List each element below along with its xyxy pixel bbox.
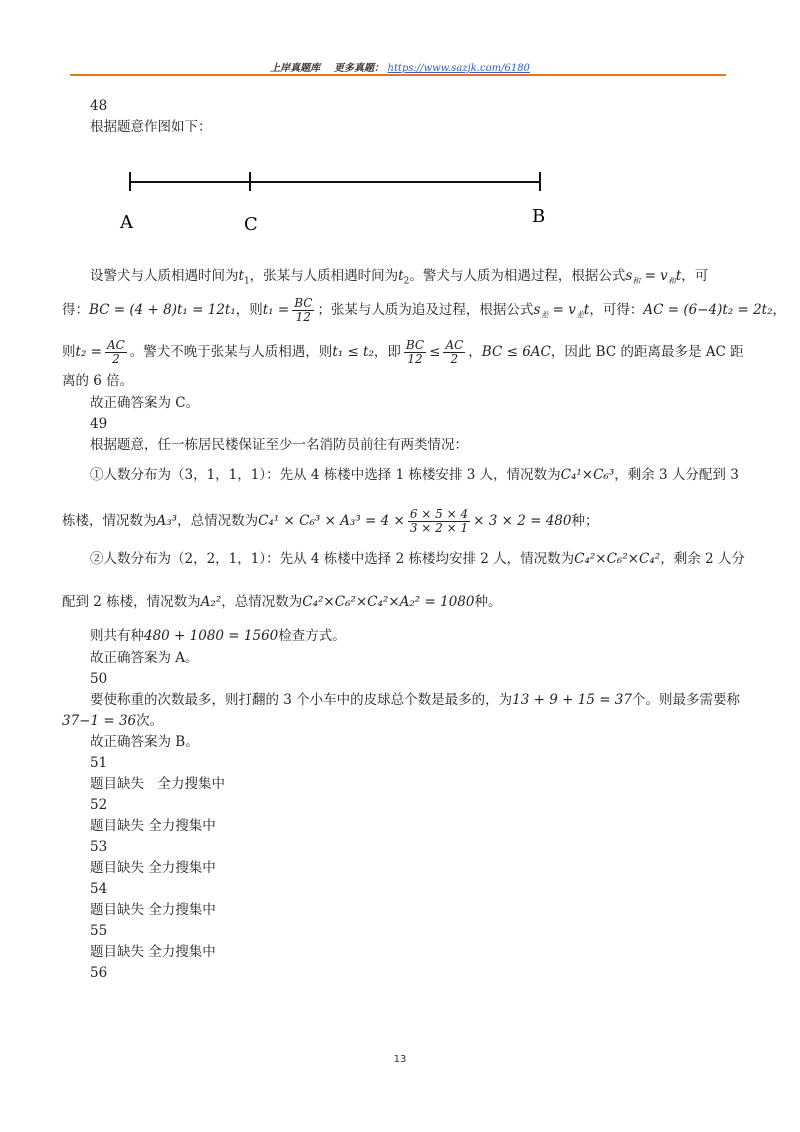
q54-text: 题目缺失 全力搜集中	[90, 902, 216, 918]
text: 则共有种	[90, 628, 144, 644]
page-header	[0, 59, 800, 74]
q49-intro: 根据题意，任一栋居民楼保证至少一名消防员前往有两类情况：	[90, 437, 468, 453]
formula-total1b: × 3 × 2 = 480	[473, 513, 572, 529]
text: ，剩余 3 人分配到 3	[614, 467, 739, 483]
q53-number: 53	[90, 839, 108, 855]
text: 次。	[136, 713, 164, 729]
text: 。警犬与人质为相遇过程，根据公式	[409, 268, 626, 284]
q48-para-line2: 得：BC = (4 + 8)t₁ = 12t₁，则t₁ = $\frac{BC}{12}$ ；张某与人质为追及过程，根据公式$s_差 = v_差t$，可得：AC = (6−4)t₂ = 2t₂，	[62, 296, 786, 324]
formula-sum: 480 + 1080 = 1560	[144, 628, 279, 644]
q49-number: 49	[90, 416, 108, 432]
q56-number: 56	[90, 965, 108, 981]
q48-para-line4: 离的 6 倍。	[62, 373, 134, 389]
text: 得：	[62, 302, 89, 318]
q52-number: 52	[90, 797, 108, 813]
frac-bc-12: $\frac{BC}{12}$	[294, 296, 313, 324]
q55-text: 题目缺失 全力搜集中	[90, 944, 216, 960]
q50-number: 50	[90, 671, 108, 687]
q53-text: 题目缺失 全力搜集中	[90, 860, 216, 876]
text: ①人数分布为（3，1，1，1）：先从 4 栋楼中选择 1 栋楼安排 3 人，情况数为	[90, 467, 561, 483]
text: 则	[62, 344, 76, 360]
q49-total	[90, 628, 346, 644]
text: ，可	[681, 268, 709, 284]
q48-para-line3: 则t₂ = $\frac{AC}{2}$ 。警犬不晚于张某与人质相遇，则t₁ ≤ t₂，即 $\frac{BC}{12}$ ≤ $\frac{AC}{2}$ ，BC ≤ 6AC，因此 BC 的距离最多是 AC 距	[62, 338, 744, 366]
q49-case2-line1	[90, 551, 745, 567]
formula-c2: C₄²×C₆²×C₄²	[574, 551, 661, 567]
site-name: 上岸真题库	[270, 63, 321, 74]
q48-intro: 根据题意作图如下：	[90, 119, 212, 135]
text: 个。则最多需要称	[631, 692, 740, 708]
header-divider	[70, 74, 726, 76]
text: ，即	[373, 344, 401, 360]
text: ，	[772, 302, 786, 318]
formula-total1: C₄¹ × C₆³ × A₃³ = 4 ×	[258, 513, 405, 529]
formula-ineq: BC ≤ 6AC	[481, 344, 551, 360]
label-b: B	[532, 206, 546, 227]
text: ，张某与人质相遇时间为	[249, 268, 399, 284]
q50-line1	[90, 692, 740, 708]
q52-text: 题目缺失 全力搜集中	[90, 818, 216, 834]
header-link[interactable]: https://www.sazjk.com/6180	[387, 63, 530, 74]
text: ，剩余 2 人分	[660, 551, 745, 567]
formula-total2: C₄²×C₆²×C₄²×A₂² = 1080	[302, 594, 475, 610]
frac-654-321: $\frac{6 \times 5 \times 4}{3 \times 2 \times 1}$	[409, 507, 469, 535]
text: ；张某与人质为追及过程，根据公式	[317, 302, 534, 318]
formula-a22: A₂²	[200, 594, 222, 610]
formula-meet: $s_和 = v_和t$	[625, 268, 682, 286]
q48-answer: 故正确答案为 C。	[90, 395, 200, 411]
text: ，可得：	[589, 302, 644, 318]
q51-number: 51	[90, 755, 108, 771]
q55-number: 55	[90, 923, 108, 939]
q48-para-line1: 设警犬与人质相遇时间为$t_1$，张某与人质相遇时间为$t_2$。警犬与人质为相遇过程，根据公式$s_和 = v_和t$，可	[90, 268, 709, 287]
formula-chase: $s_差 = v_差t$	[533, 302, 590, 320]
formula-bc: BC = (4 + 8)t₁ = 12t₁	[89, 302, 236, 318]
text: 配到 2 栋楼，情况数为	[62, 594, 201, 610]
label-a: A	[120, 212, 133, 233]
q54-number: 54	[90, 881, 108, 897]
text: 栋楼，情况数为	[62, 513, 157, 529]
q49-case1-line1	[90, 467, 739, 483]
q48-number: 48	[90, 98, 108, 114]
formula-c1: C₄¹×C₆³	[560, 467, 615, 483]
frac-bc-12-b: $\frac{BC}{12}$	[405, 338, 425, 366]
text: ，因此 BC 的距离最多是 AC 距	[550, 344, 744, 360]
frac-ac-2: $\frac{AC}{2}$	[106, 338, 125, 366]
q49-case2-line2	[62, 594, 501, 610]
q50-line2	[62, 713, 163, 729]
label-c: C	[244, 214, 258, 235]
more-label: 更多真题：	[334, 63, 385, 74]
formula-a33: A₃³	[156, 513, 178, 529]
formula-balls: 13 + 9 + 15 = 37	[512, 692, 632, 708]
q50-answer: 故正确答案为 B。	[90, 734, 199, 750]
text: ，总情况数为	[221, 594, 303, 610]
text: ②人数分布为（2，2，1，1）：先从 4 栋楼中选择 2 栋楼均安排 2 人，情况数为	[90, 551, 575, 567]
text: 种。	[474, 594, 502, 610]
text: 要使称重的次数最多，则打翻的 3 个小车中的皮球总个数是最多的，为	[90, 692, 513, 708]
text: 设警犬与人质相遇时间为	[90, 268, 239, 284]
formula-weigh: 37−1 = 36	[62, 713, 137, 729]
text: 检查方式。	[278, 628, 346, 644]
q49-case1-line2	[62, 508, 598, 535]
segment-diagram	[100, 160, 560, 240]
formula-ac: AC = (6−4)t₂ = 2t₂	[643, 302, 773, 318]
text: 。警犬不晚于张某与人质相遇，则	[129, 344, 333, 360]
text: ，总情况数为	[177, 513, 259, 529]
text: ，则	[235, 302, 263, 318]
text: 种；	[571, 513, 599, 529]
page-number: 13	[393, 1054, 407, 1065]
q51-text: 题目缺失 全力搜集中	[90, 776, 225, 792]
text: ，	[468, 344, 482, 360]
q49-answer: 故正确答案为 A。	[90, 650, 199, 666]
frac-ac-2-b: $\frac{AC}{2}$	[445, 338, 464, 366]
